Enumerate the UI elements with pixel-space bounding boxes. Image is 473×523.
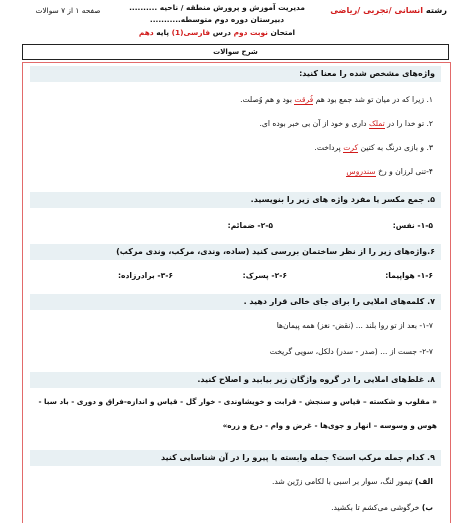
q5-item-1: ۱-۵- نفس: <box>392 221 433 230</box>
page-info: صفحه ۱ از ۷ سوالات <box>35 6 101 15</box>
q5-item-2: ۲-۵- ضمائم: <box>227 221 273 230</box>
exam-line: امتحان نوبت دوم درس فارسی(1) پایه دهم <box>138 27 296 37</box>
question-1 <box>30 66 441 82</box>
field-line: رشته انسانی /تجربی /ریاضی <box>330 5 447 15</box>
q8-line-1: « مقلوب و شکسته – قیاس و سنجش - قرابت و خویشاوندی - خوار گل - قیاس و اندازه-فراق و دوری - باد سبا - <box>38 397 437 406</box>
q1-item-4: ۴-تنی لرزان و رخ سندروس <box>346 167 433 176</box>
school-line: دبیرستان دوره دوم متوسطه........... <box>149 15 285 25</box>
question-5 <box>30 192 441 208</box>
exam-subject: فارسی(1) <box>171 27 211 37</box>
q1-item-3: ۳. و بازی درنگ به کتین کرت پرداخت. <box>314 143 433 152</box>
question-7-title: ۷. کلمه‌های املایی را برای جای خالی قرار دهید . <box>30 294 441 310</box>
exam-header <box>22 2 447 40</box>
q7-item-2: ۲-۷- جست از ... (صدر - سدر) دلکل، سویی گریخت <box>269 347 433 356</box>
question-5-title: ۵. جمع مکسر یا مفرد واژه های زیر را بنویسید. <box>30 192 441 208</box>
org-line: مدیریت آموزش و پرورش منطقه / ناحیه .......... <box>129 3 305 12</box>
q6-item-1: ۱-۶- هواپیما: <box>385 271 433 280</box>
q9-item-a: الف) تیمور لنگ، سوار بر اسبی با لکامی زرّین شد. <box>271 477 433 486</box>
question-6 <box>30 244 441 260</box>
q1-item-1: ۱. زیرا که در میان تو شد جمع بود هم فُرقت بود و هم وُصلت. <box>240 95 433 104</box>
q6-item-3: ۳-۶- برادرزاده: <box>117 271 173 280</box>
field-value: انسانی /تجربی /ریاضی <box>330 5 424 15</box>
org-block <box>117 2 317 39</box>
q7-item-1: ۱-۷- بعد از تو روا بلند ... (نقض- نغز) همه پیمان‌ها <box>276 321 433 330</box>
q1-item-2: ۲. تو خدا را در تملک داری و خود از آن بی خبر بوده ای. <box>259 119 433 128</box>
q6-item-2: ۲-۶- پسرک: <box>242 271 287 280</box>
question-9 <box>30 450 441 466</box>
question-9-title: ۹. کدام جمله مرکب است؟ جمله وابسته یا پیرو را در آن شناسایی کنید <box>30 450 441 466</box>
question-1-title: واژه‌های مشخص شده را معنا کنید: <box>30 66 441 82</box>
question-8 <box>30 372 441 388</box>
question-7 <box>30 294 441 310</box>
exam-grade: دهم <box>138 27 154 37</box>
answer-bar: شرح سوالات <box>22 44 449 60</box>
q9-item-b: ب) خرگوشی می‌کشم تا بکشید. <box>331 503 433 512</box>
question-8-title: ۸. غلط‌های املایی را در گروه واژگان زیر بیابید و اصلاح کنید. <box>30 372 441 388</box>
exam-term: نوبت دوم <box>233 27 268 37</box>
question-6-title: ۶.واژه‌های زیر را از نظر ساختمان بررسی کنید (ساده، وندی، مرکب، وندی مرکب) <box>30 244 441 260</box>
q8-line-2: هوس و وسوسه – انهار و جوی‌ها - غرض و وام - درع و زره» <box>222 421 437 430</box>
